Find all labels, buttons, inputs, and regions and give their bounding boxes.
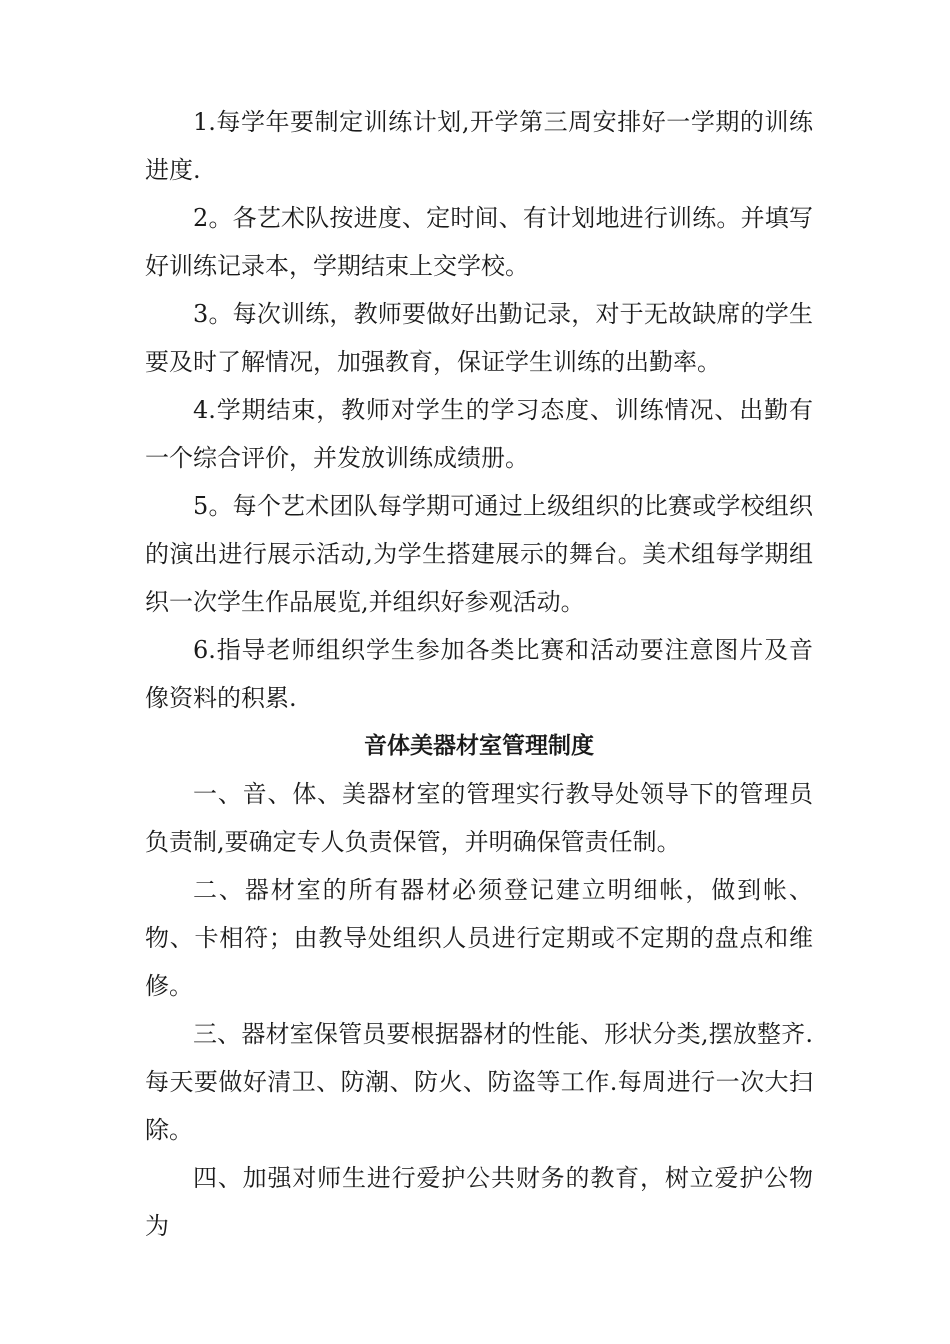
rule-paragraph-4: 4.学期结束，教师对学生的学习态度、训练情况、出勤有一个综合评价，并发放训练成绩册。 xyxy=(145,396,813,472)
section-title: 音体美器材室管理制度 xyxy=(364,733,594,759)
equipment-paragraph-4: 四、加强对师生进行爱护公共财务的教育，树立爱护公物为 xyxy=(145,1164,813,1240)
equipment-paragraph-3: 三、器材室保管员要根据器材的性能、形状分类,摆放整齐.每天要做好清卫、防潮、防火、防盗等工作.每周进行一次大扫除。 xyxy=(145,1020,813,1144)
rule-paragraph-1: 1.每学年要制定训练计划,开学第三周安排好一学期的训练进度. xyxy=(145,108,813,184)
equipment-paragraph-1: 一、音、体、美器材室的管理实行教导处领导下的管理员负责制,要确定专人负责保管，并明确保管责任制。 xyxy=(145,780,813,856)
document-body xyxy=(145,98,813,1250)
equipment-paragraph-2: 二、器材室的所有器材必须登记建立明细帐，做到帐、物、卡相符；由教导处组织人员进行定期或不定期的盘点和维修。 xyxy=(145,876,813,1000)
rule-paragraph-6: 6.指导老师组织学生参加各类比赛和活动要注意图片及音像资料的积累. xyxy=(145,636,813,712)
rule-paragraph-5: 5。每个艺术团队每学期可通过上级组织的比赛或学校组织的演出进行展示活动,为学生搭建展示的舞台。美术组每学期组织一次学生作品展览,并组织好参观活动。 xyxy=(145,492,813,616)
rule-paragraph-3: 3。每次训练，教师要做好出勤记录，对于无故缺席的学生要及时了解情况，加强教育，保证学生训练的出勤率。 xyxy=(145,300,813,376)
rule-paragraph-2: 2。各艺术队按进度、定时间、有计划地进行训练。并填写好训练记录本，学期结束上交学校。 xyxy=(145,204,813,280)
